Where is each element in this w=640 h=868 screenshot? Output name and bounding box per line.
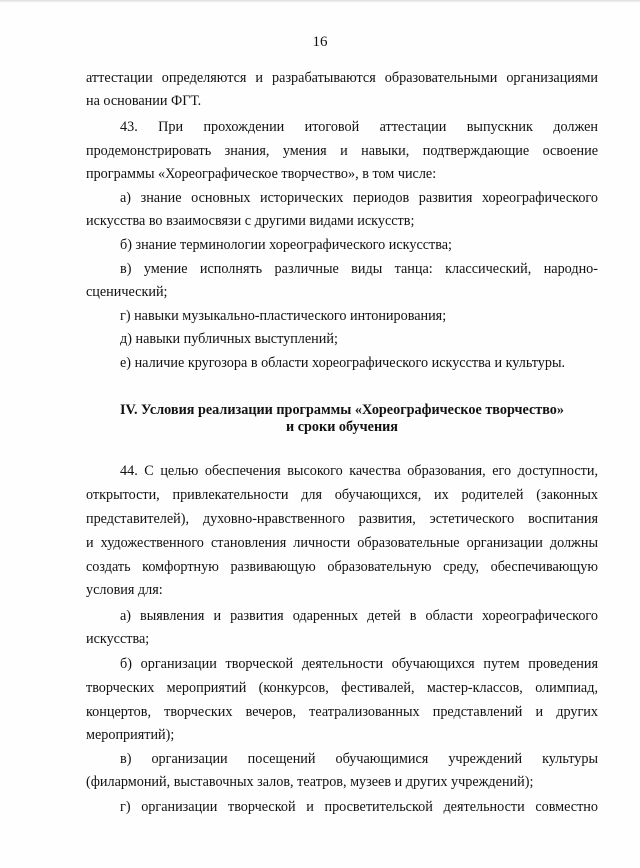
text-line: создать комфортную развивающую образовательную среду, обеспечивающую [86, 559, 598, 575]
text-line: представителей), духовно-нравственного развития, эстетического воспитания [86, 511, 598, 527]
text-line: г) организации творческой и просветительской деятельности совместно [120, 799, 598, 815]
page-number: 16 [312, 34, 328, 50]
text-line: и художественного становления личности образовательные организации должны [86, 535, 598, 551]
text-line: искусства во взаимосвязи с другими видами искусств; [86, 213, 415, 229]
text-line: а) выявления и развития одаренных детей в области хореографического [120, 608, 598, 624]
text-line: концертов, творческих вечеров, театрализованных представлений и других [86, 704, 598, 720]
text-line: на основании ФГТ. [86, 93, 202, 109]
scan-edge [0, 0, 640, 3]
section-heading: IV. Условия реализации программы «Хореографическое творчество» [120, 402, 564, 418]
text-line: творческих мероприятий (конкурсов, фестивалей, мастер-классов, олимпиад, [86, 680, 598, 696]
text-line: продемонстрировать знания, умения и навыки, подтверждающие освоение [86, 143, 598, 159]
text-line: мероприятий); [86, 727, 175, 743]
text-line: аттестации определяются и разрабатываются образовательными организациями [86, 70, 598, 86]
text-line: 44. С целью обеспечения высокого качества образования, его доступности, [120, 463, 598, 479]
text-line: а) знание основных исторических периодов развития хореографического [120, 190, 598, 206]
text-line: б) знание терминологии хореографического искусства; [120, 237, 452, 253]
text-line: 43. При прохождении итоговой аттестации выпускник должен [120, 119, 598, 135]
text-line: д) навыки публичных выступлений; [120, 331, 338, 347]
text-line: в) умение исполнять различные виды танца: классический, народно- [120, 261, 598, 277]
text-line: б) организации творческой деятельности обучающихся путем проведения [120, 656, 598, 672]
text-line: искусства; [86, 631, 150, 647]
text-line: е) наличие кругозора в области хореографического искусства и культуры. [120, 355, 566, 371]
text-line: в) организации посещений обучающимися учреждений культуры [120, 751, 598, 767]
text-line: программы «Хореографическое творчество», в том числе: [86, 166, 437, 182]
text-line: г) навыки музыкально-пластического интонирования; [120, 308, 447, 324]
text-line: сценический; [86, 284, 168, 300]
text-line: открытости, привлекательности для обучающихся, их родителей (законных [86, 487, 598, 503]
text-line: (филармоний, выставочных залов, театров, музеев и других учреждений); [86, 774, 534, 790]
section-heading: и сроки обучения [286, 419, 398, 435]
text-line: условия для: [86, 582, 163, 598]
